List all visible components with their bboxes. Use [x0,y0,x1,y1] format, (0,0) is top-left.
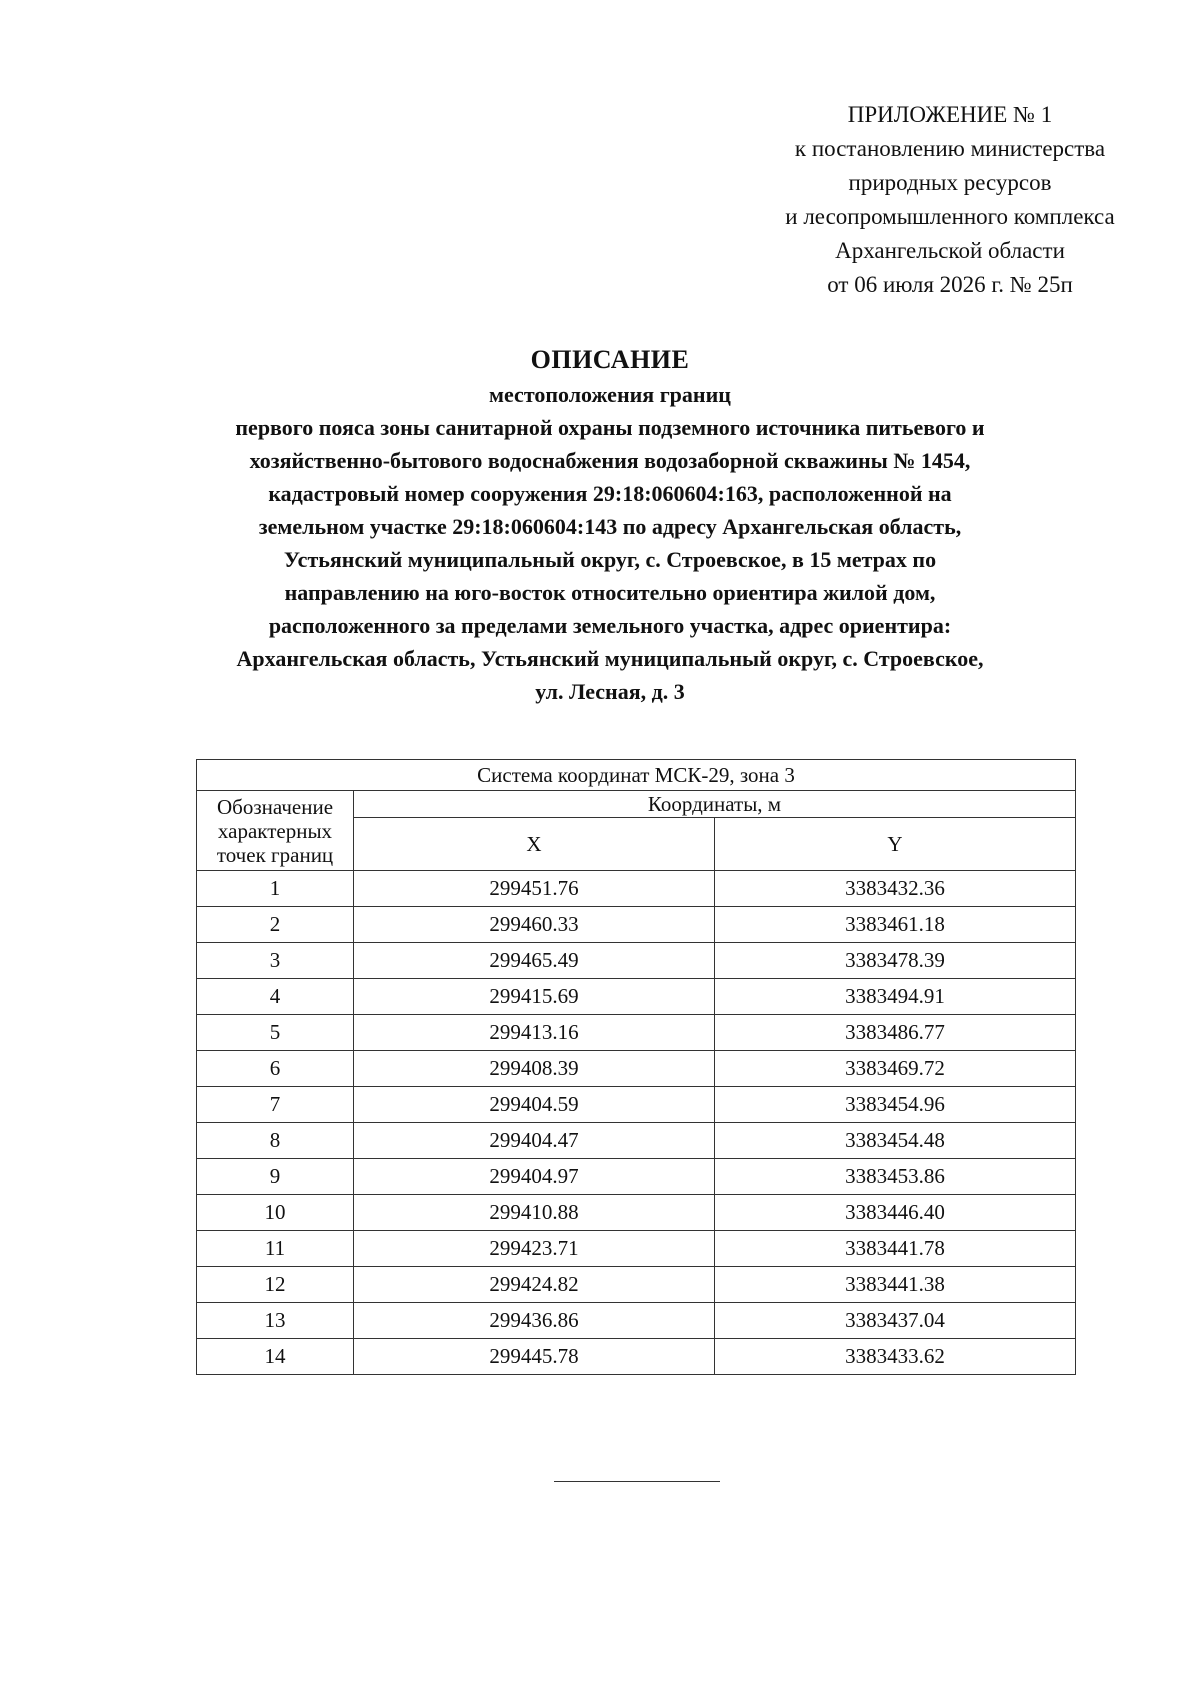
appendix-line: и лесопромышленного комплекса [785,204,1115,229]
point-number-cell: 4 [197,979,354,1015]
point-number-cell: 5 [197,1015,354,1051]
appendix-line: ПРИЛОЖЕНИЕ № 1 [847,102,1053,127]
appendix-line: Архангельской области [835,238,1065,263]
title-line: направлению на юго-восток относительно ориентира жилой дом, [284,580,936,605]
coordinates-header: Координаты, м [354,791,1076,818]
x-coordinate-cell: 299460.33 [354,907,715,943]
y-coordinate-cell: 3383469.72 [715,1051,1076,1087]
document-title-block [110,342,1110,708]
table-row [197,1339,1076,1375]
appendix-line: природных ресурсов [848,170,1052,195]
y-coordinate-cell: 3383454.96 [715,1087,1076,1123]
y-coordinate-cell: 3383437.04 [715,1303,1076,1339]
title-line: земельном участке 29:18:060604:143 по адресу Архангельская область, [258,514,962,539]
title-line: хозяйственно-бытового водоснабжения водозаборной скважины № 1454, [249,448,971,473]
x-header: X [354,818,715,871]
point-number-cell: 12 [197,1267,354,1303]
y-coordinate-cell: 3383454.48 [715,1123,1076,1159]
y-header: Y [715,818,1076,871]
table-row [197,1087,1076,1123]
point-number-cell: 11 [197,1231,354,1267]
title-line: ул. Лесная, д. 3 [535,679,685,704]
table-row [197,1195,1076,1231]
y-coordinate-cell: 3383494.91 [715,979,1076,1015]
x-coordinate-cell: 299424.82 [354,1267,715,1303]
closing-divider [554,1481,720,1482]
x-coordinate-cell: 299404.59 [354,1087,715,1123]
table-row [197,979,1076,1015]
x-coordinate-cell: 299445.78 [354,1339,715,1375]
x-coordinate-cell: 299404.47 [354,1123,715,1159]
document-subheading: местоположения границ [489,382,731,407]
y-coordinate-cell: 3383441.78 [715,1231,1076,1267]
point-number-cell: 8 [197,1123,354,1159]
x-coordinate-cell: 299451.76 [354,871,715,907]
y-coordinate-cell: 3383461.18 [715,907,1076,943]
point-number-cell: 6 [197,1051,354,1087]
point-number-cell: 14 [197,1339,354,1375]
appendix-line: от 06 июля 2026 г. № 25п [827,272,1073,297]
x-coordinate-cell: 299436.86 [354,1303,715,1339]
x-coordinate-cell: 299404.97 [354,1159,715,1195]
y-coordinate-cell: 3383433.62 [715,1339,1076,1375]
point-number-cell: 10 [197,1195,354,1231]
designation-header: Обозначение характерных точек границ [197,791,354,871]
x-coordinate-cell: 299465.49 [354,943,715,979]
point-number-cell: 1 [197,871,354,907]
document-heading: ОПИСАНИЕ [530,345,690,374]
table-row [197,1015,1076,1051]
x-coordinate-cell: 299423.71 [354,1231,715,1267]
table-row [197,1267,1076,1303]
appendix-line: к постановлению министерства [794,136,1106,161]
point-number-cell: 9 [197,1159,354,1195]
table-row [197,1123,1076,1159]
y-coordinate-cell: 3383453.86 [715,1159,1076,1195]
table-row [197,1159,1076,1195]
table-row [197,943,1076,979]
table-row [197,1051,1076,1087]
x-coordinate-cell: 299410.88 [354,1195,715,1231]
y-coordinate-cell: 3383441.38 [715,1267,1076,1303]
title-line: расположенного за пределами земельного участка, адрес ориентира: [268,613,952,638]
table-header-row [197,760,1076,791]
table-row [197,1231,1076,1267]
table-row [197,1303,1076,1339]
table-header-row [197,791,1076,818]
y-coordinate-cell: 3383478.39 [715,943,1076,979]
title-line: кадастровый номер сооружения 29:18:060604:163, расположенной на [268,481,952,506]
title-line: Устьянский муниципальный округ, с. Строевское, в 15 метрах по [283,547,937,572]
title-line: первого пояса зоны санитарной охраны подземного источника питьевого и [235,415,985,440]
y-coordinate-cell: 3383486.77 [715,1015,1076,1051]
x-coordinate-cell: 299408.39 [354,1051,715,1087]
table-row [197,907,1076,943]
appendix-block [720,98,1180,302]
point-number-cell: 3 [197,943,354,979]
table-row [197,871,1076,907]
title-line: Архангельская область, Устьянский муниципальный округ, с. Строевское, [236,646,984,671]
coordinates-table [196,759,1076,1375]
y-coordinate-cell: 3383446.40 [715,1195,1076,1231]
coordinate-system-header: Система координат МСК-29, зона 3 [197,760,1076,791]
x-coordinate-cell: 299415.69 [354,979,715,1015]
point-number-cell: 7 [197,1087,354,1123]
point-number-cell: 2 [197,907,354,943]
point-number-cell: 13 [197,1303,354,1339]
y-coordinate-cell: 3383432.36 [715,871,1076,907]
x-coordinate-cell: 299413.16 [354,1015,715,1051]
